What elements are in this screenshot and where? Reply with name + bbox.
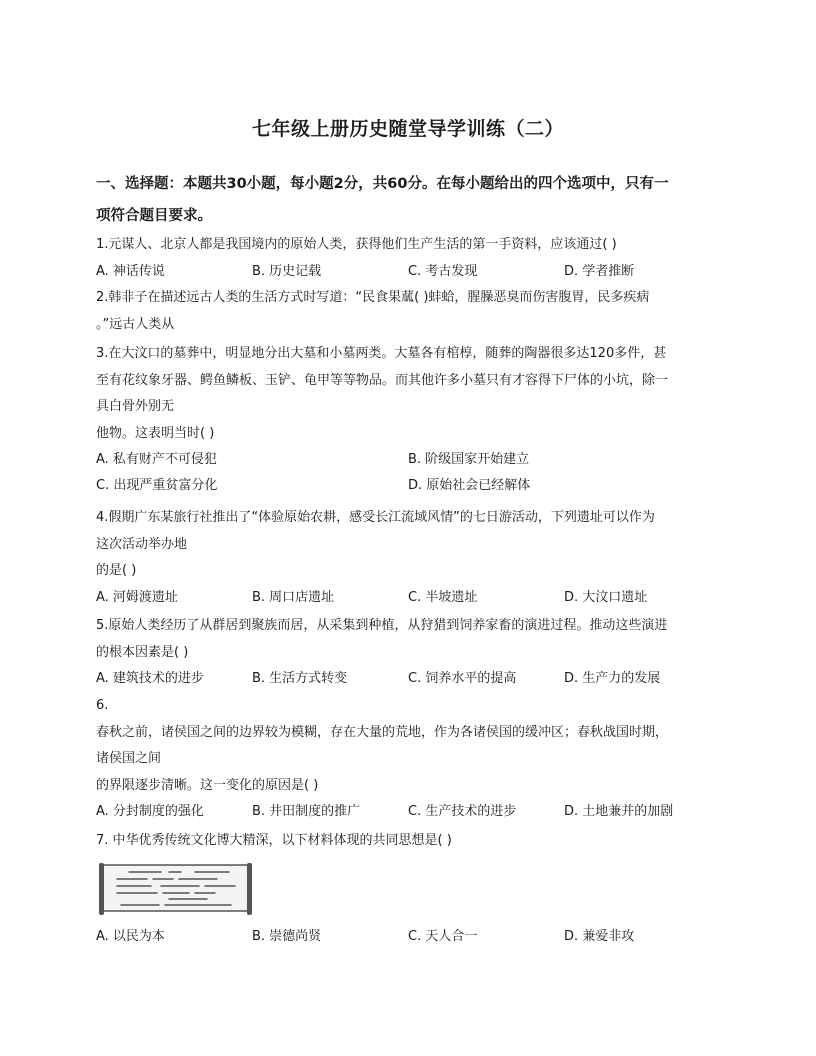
question-text: 3.在大汶口的墓葬中，明显地分出大墓和小墓两类。大墓各有棺椁，随葬的陶器很多达120多件，甚: [96, 346, 667, 361]
option-c: C. 出现严重贫富分化: [96, 478, 218, 493]
section-heading: [96, 168, 726, 232]
scroll-illustration: [99, 861, 255, 917]
question-text: 6.: [96, 698, 109, 713]
question-text: 诸侯国之间: [96, 751, 162, 766]
question-text: 4.假期广东某旅行社推出了“体验原始农耕，感受长江流域风情”的七日游活动，下列遗址可以作为: [96, 510, 655, 525]
option-a: A. 私有财产不可侵犯: [96, 452, 217, 467]
question-text: 春秋之前，诸侯国之间的边界较为模糊，存在大量的荒地，作为各诸侯国的缓冲区；春秋战国时期，: [96, 724, 669, 740]
option-a: A. 以民为本: [96, 929, 165, 944]
option-b: B. 生活方式转变: [252, 671, 348, 686]
question-text: 7. 中华优秀传统文化博大精深，以下材料体现的共同思想是( ): [96, 833, 452, 848]
option-c: C. 考古发现: [408, 263, 478, 279]
option-c: C. 天人合一: [408, 929, 478, 944]
question-text: 这次活动举办地: [96, 536, 188, 552]
option-b: B. 周口店遗址: [252, 589, 335, 605]
question-text: 1.元谋人、北京人都是我国境内的原始人类，获得他们生产生活的第一手资料，应该通过( ): [96, 237, 617, 252]
option-a: A. 神话传说: [96, 263, 165, 279]
option-d: D. 原始社会已经解体: [408, 478, 531, 493]
options-row: [96, 799, 720, 825]
option-c: C. 饲养水平的提高: [408, 671, 517, 686]
question-2: [96, 285, 720, 338]
option-d: D. 生产力的发展: [564, 671, 661, 686]
question-6: [96, 693, 720, 825]
options-row: [96, 473, 720, 499]
options-row: [96, 585, 720, 611]
options-row: [96, 924, 720, 950]
section-heading-line: 项符合题目要求。: [96, 208, 212, 224]
option-d: D. 大汶口遗址: [564, 589, 648, 605]
option-c: C. 半坡遗址: [408, 589, 478, 605]
question-text: 至有花纹象牙器、鳄鱼鳞板、玉铲、龟甲等等物品。而其他许多小墓只有才容得下尸体的小坑，除一: [96, 372, 669, 388]
question-text: 的是( ): [96, 563, 137, 578]
question-text: 2.韩非子在描述远古人类的生活方式时写道：“民食果蓏( )蚌蛤，腥臊恶臭而伤害腹胃，民多疾病: [96, 290, 650, 305]
question-7: [96, 828, 720, 855]
question-1: [96, 232, 720, 285]
question-3: [96, 341, 720, 499]
option-b: B. 阶级国家开始建立: [408, 452, 530, 467]
option-b: B. 崇德尚贤: [252, 929, 322, 944]
question-text: 的根本因素是( ): [96, 644, 189, 660]
question-text: 5.原始人类经历了从群居到聚族而居，从采集到种植，从狩猎到饲养家畜的演进过程。推动这些演进: [96, 618, 668, 633]
question-4: [96, 505, 720, 611]
question-text: 具白骨外别无: [96, 399, 175, 414]
question-5: [96, 613, 720, 692]
option-d: D. 学者推断: [564, 263, 635, 279]
options-row: [96, 447, 720, 473]
option-d: D. 土地兼并的加剧: [564, 804, 674, 819]
option-d: D. 兼爱非攻: [564, 929, 635, 944]
options-row: [96, 259, 720, 285]
question-7-options: [96, 924, 720, 950]
option-c: C. 生产技术的进步: [408, 804, 517, 819]
options-row: [96, 666, 720, 692]
material-scroll-image: [99, 861, 255, 917]
question-text: 。”远古人类从: [96, 316, 175, 332]
option-a: A. 河姆渡遗址: [96, 589, 178, 605]
option-b: B. 井田制度的推广: [252, 804, 361, 819]
option-a: A. 分封制度的强化: [96, 804, 204, 819]
question-text: 他物。这表明当时( ): [96, 425, 215, 441]
option-a: A. 建筑技术的进步: [96, 671, 204, 686]
question-text: 的界限逐步清晰。这一变化的原因是( ): [96, 777, 319, 793]
option-b: B. 历史记载: [252, 263, 322, 279]
page-title: 七年级上册历史随堂导学训练（二）: [251, 118, 564, 140]
section-heading-line: 一、选择题：本题共30小题，每小题2分，共60分。在每小题给出的四个选项中，只有一: [96, 176, 669, 192]
